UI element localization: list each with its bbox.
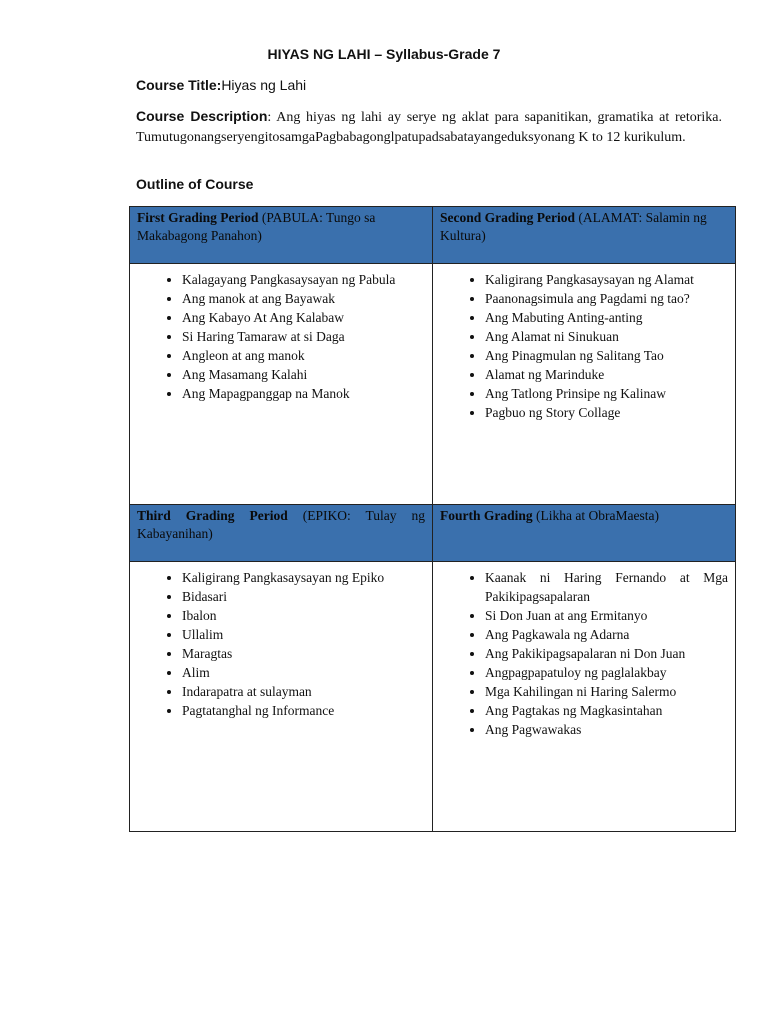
list-item: • Ang Pinagmulan ng Salitang Tao xyxy=(485,346,728,365)
list-item: • Ang Mabuting Anting-anting xyxy=(485,308,728,327)
period-4-header xyxy=(433,505,736,562)
course-outline-table xyxy=(129,206,736,832)
period-1-heading: First Grading Period xyxy=(137,210,259,225)
list-item: • Ang Pakikipagsapalaran ni Don Juan xyxy=(485,644,728,663)
period-1-header xyxy=(130,207,433,264)
list-item: • Kaanak ni Haring Fernando at Mga Pakikipagsapalaran xyxy=(485,568,728,606)
period-4-subtitle: (Likha at ObraMaesta) xyxy=(532,508,659,523)
outline-heading: Outline of Course xyxy=(136,176,254,192)
period-3-body xyxy=(130,562,433,832)
list-item: • Pagbuo ng Story Collage xyxy=(485,403,728,422)
document-title: HIYAS NG LAHI – Syllabus-Grade 7 xyxy=(267,46,501,62)
list-item: • Ang Mapagpanggap na Manok xyxy=(182,384,425,403)
list-item: • Ang Pagtakas ng Magkasintahan xyxy=(485,701,728,720)
period-3-header xyxy=(130,505,433,562)
list-item: • Si Haring Tamaraw at si Daga xyxy=(182,327,425,346)
list-item: • Ang Tatlong Prinsipe ng Kalinaw xyxy=(485,384,728,403)
period-2-heading: Second Grading Period xyxy=(440,210,576,225)
list-item: • Angpagpapatuloy ng paglalakbay xyxy=(485,663,728,682)
course-description xyxy=(136,106,722,148)
list-item: • Paanonagsimula ang Pagdami ng tao? xyxy=(485,289,728,308)
course-title-label: Course Title: xyxy=(136,77,222,93)
list-item: • Alamat ng Marinduke xyxy=(485,365,728,384)
list-item: • Mga Kahilingan ni Haring Salermo xyxy=(485,682,728,701)
list-item: • Kaligirang Pangkasaysayan ng Epiko xyxy=(182,568,425,587)
period-1-subtitle: (PABULA: Tungo sa Makabagong Panahon) xyxy=(137,210,376,243)
list-item: • Kalagayang Pangkasaysayan ng Pabula xyxy=(182,270,425,289)
list-item: • Alim xyxy=(182,663,425,682)
list-item: • Ang Masamang Kalahi xyxy=(182,365,425,384)
course-description-label: Course Description xyxy=(136,108,268,124)
period-2-subtitle: (ALAMAT: Salamin ng Kultura) xyxy=(440,210,707,243)
list-item: • Maragtas xyxy=(182,644,425,663)
list-item: • Angleon at ang manok xyxy=(182,346,425,365)
list-item: • Ang Pagkawala ng Adarna xyxy=(485,625,728,644)
period-3-heading: Third Grading Period xyxy=(137,508,288,523)
period-2-header xyxy=(433,207,736,264)
list-item: • Kaligirang Pangkasaysayan ng Alamat xyxy=(485,270,728,289)
period-3-subtitle: (EPIKO: Tulay ng Kabayanihan) xyxy=(137,508,425,541)
list-item: • Ibalon xyxy=(182,606,425,625)
list-item: • Si Don Juan at ang Ermitanyo xyxy=(485,606,728,625)
list-item: • Ang manok at ang Bayawak xyxy=(182,289,425,308)
list-item: • Ang Alamat ni Sinukuan xyxy=(485,327,728,346)
period-1-list xyxy=(130,270,432,403)
period-3-list xyxy=(130,568,432,720)
period-4-body xyxy=(433,562,736,832)
course-title-value: Hiyas ng Lahi xyxy=(221,77,307,93)
period-2-list xyxy=(433,270,735,422)
list-item: • Ang Kabayo At Ang Kalabaw xyxy=(182,308,425,327)
period-4-heading: Fourth Grading xyxy=(440,508,533,523)
list-item: • Pagtatanghal ng Informance xyxy=(182,701,425,720)
list-item: • Ullalim xyxy=(182,625,425,644)
period-4-list xyxy=(433,568,735,739)
list-item: • Indarapatra at sulayman xyxy=(182,682,425,701)
list-item: • Ang Pagwawakas xyxy=(485,720,728,739)
list-item: • Bidasari xyxy=(182,587,425,606)
period-1-body xyxy=(130,264,433,505)
period-2-body xyxy=(433,264,736,505)
course-description-text: : Ang hiyas ng lahi ay serye ng aklat para sapanitikan, gramatika at retorika. TumutugonangseryengitosamgaPagbabagonglpatupadsabatayangeduksyonang K to 12 kurikulum. xyxy=(136,110,723,145)
course-title xyxy=(136,77,306,95)
